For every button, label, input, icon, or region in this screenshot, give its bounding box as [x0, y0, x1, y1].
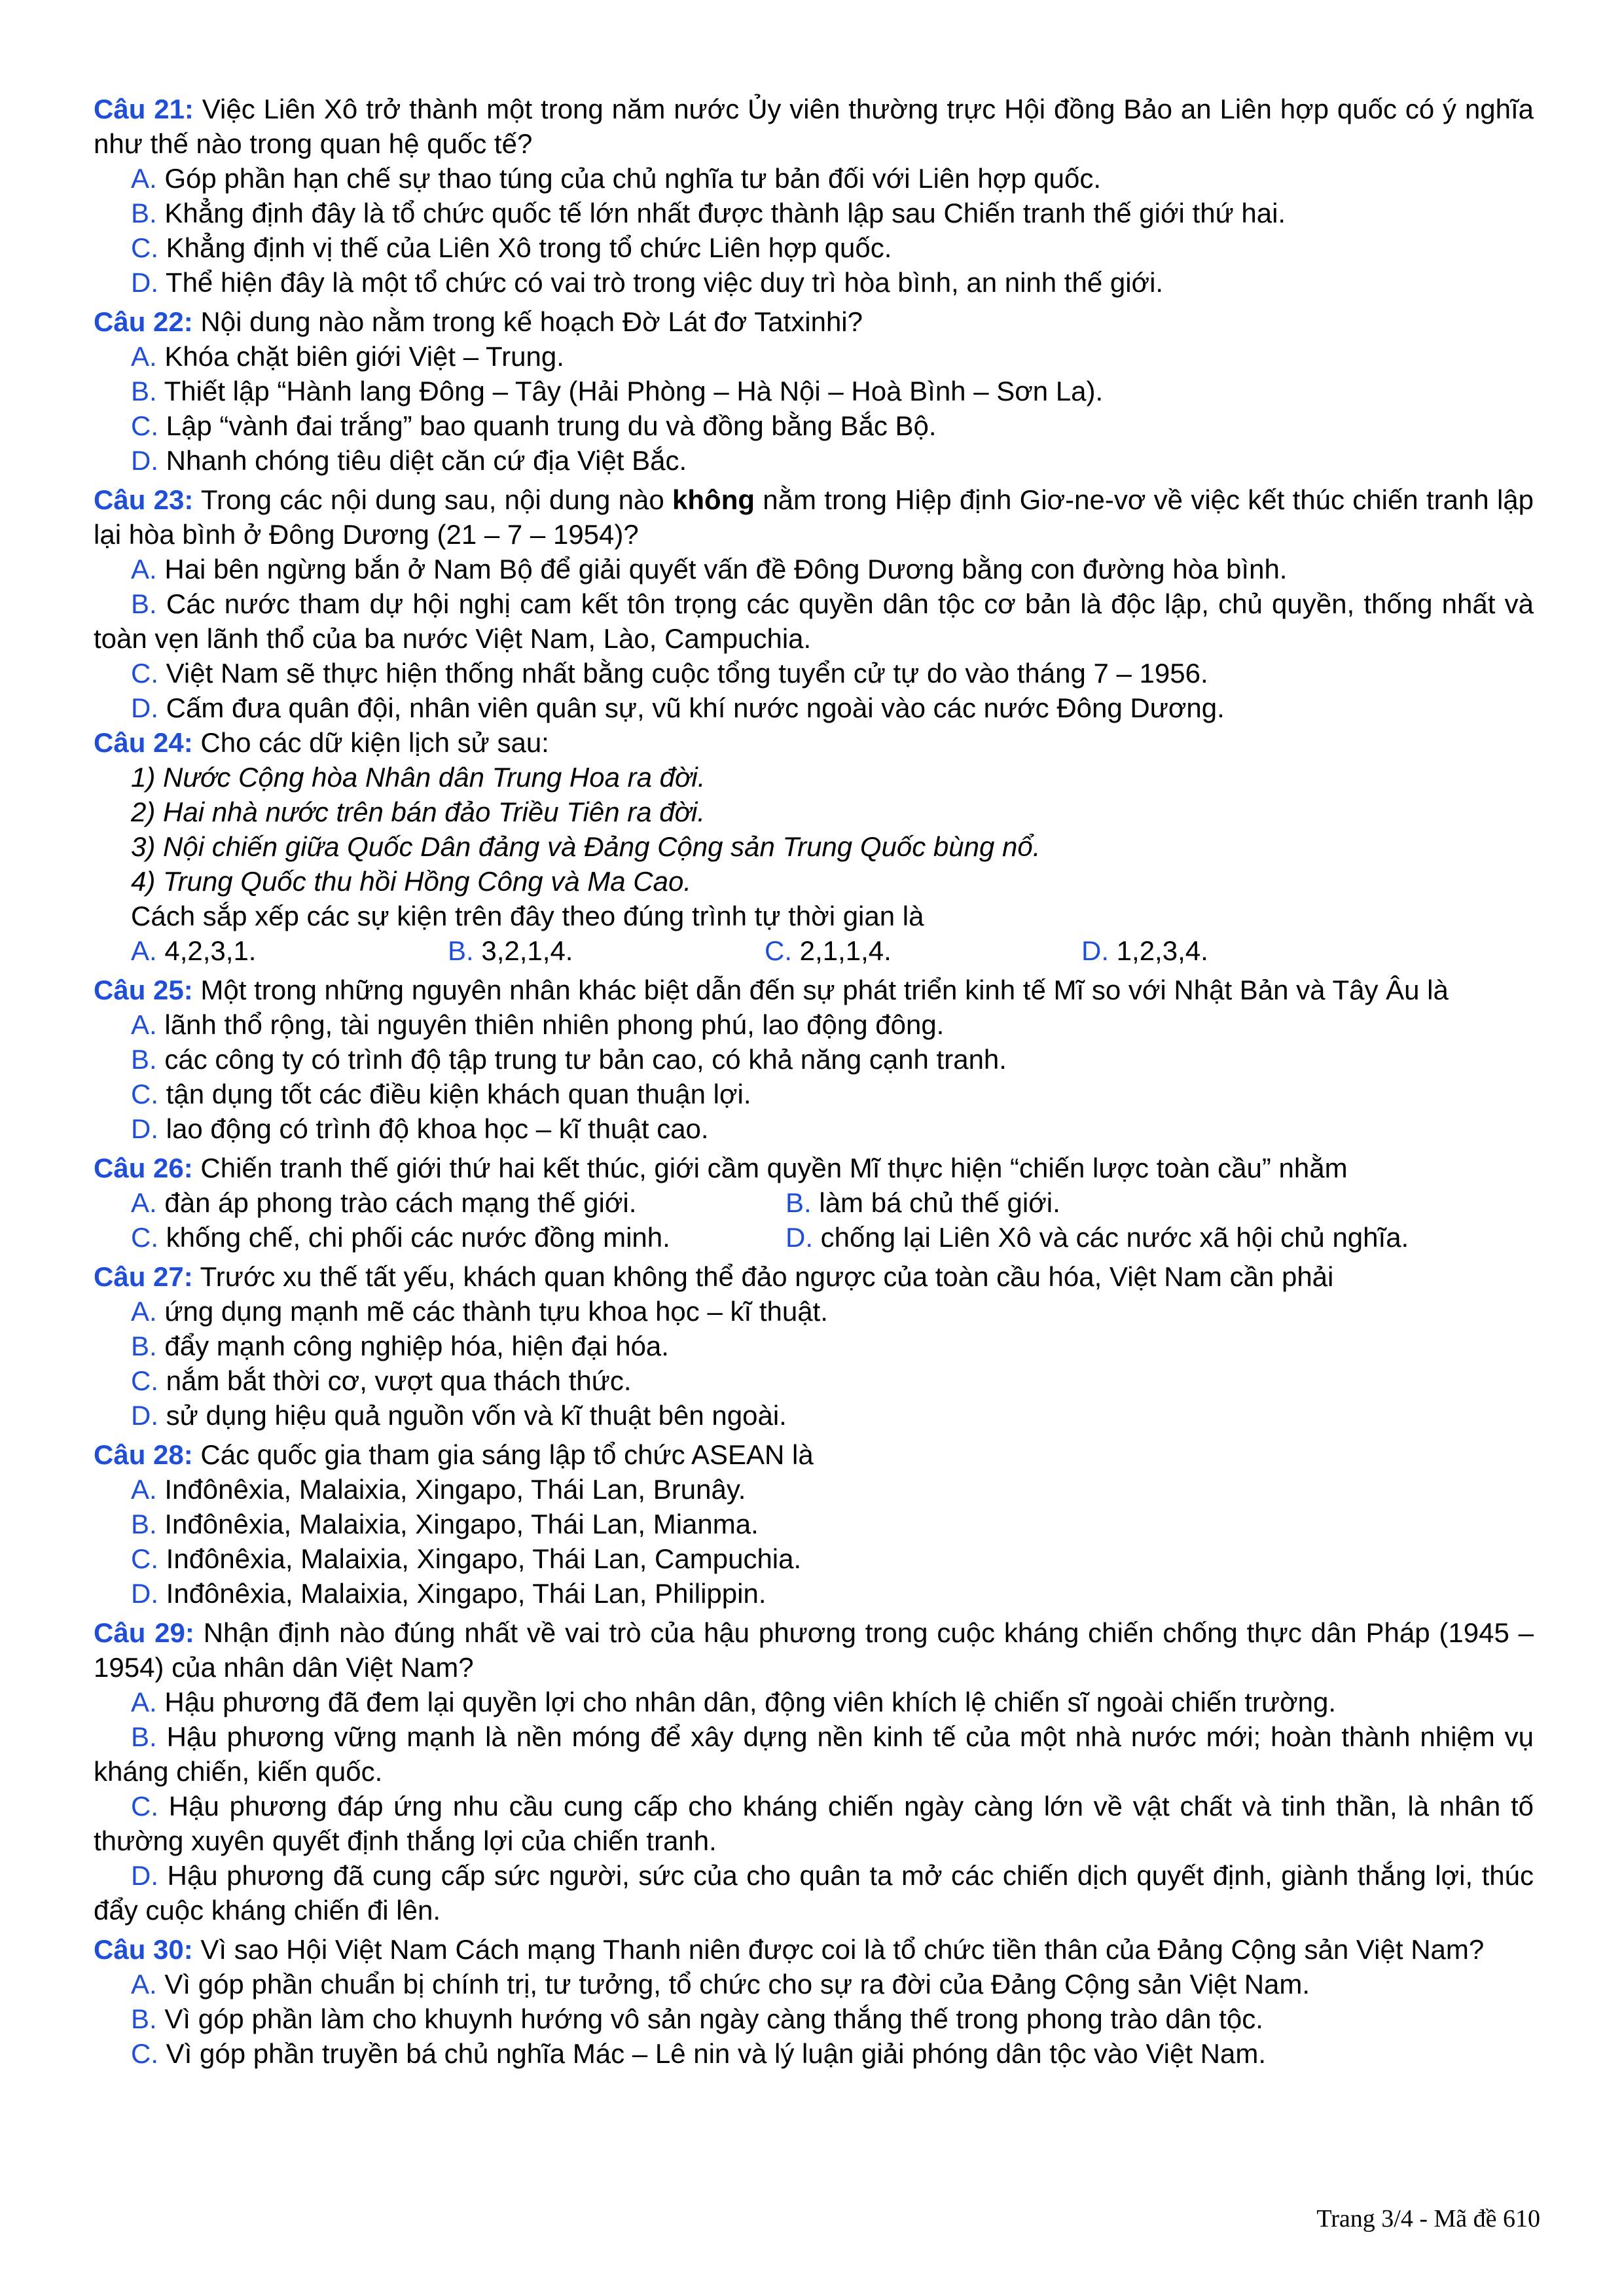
option-b: B. 3,2,1,4. [448, 935, 573, 966]
question-30 [94, 1932, 1534, 2071]
option-d: D. Cấm đưa quân đội, nhân viên quân sự, vũ khí nước ngoài vào các nước Đông Dương. [131, 692, 1225, 723]
option-c: C. tận dụng tốt các điều kiện khách quan thuận lợi. [131, 1079, 751, 1109]
option-d: D. Hậu phương đã cung cấp sức người, sức của cho quân ta mở các chiến dịch quyết định, giành thắng lợi, thúc đẩy cuộc kháng chiến đi lên. [94, 1860, 1534, 1926]
option-d: D. 1,2,3,4. [1081, 935, 1208, 966]
question-label: Câu 29: [94, 1617, 194, 1648]
option-row [94, 1220, 1534, 1255]
question-label: Câu 23: [94, 484, 194, 515]
question-text: Việc Liên Xô trở thành một trong năm nước Ủy viên thường trực Hội đồng Bảo an Liên hợp quốc có ý nghĩa như thế nào trong quan hệ quốc tế? [94, 94, 1534, 159]
option-d: D. sử dụng hiệu quả nguồn vốn và kĩ thuật bên ngoài. [131, 1400, 787, 1431]
option-a: A. Khóa chặt biên giới Việt – Trung. [131, 341, 564, 372]
question-text: Một trong những nguyên nhân khác biệt dẫn đến sự phát triển kinh tế Mĩ so với Nhật Bản và Tây Âu là [200, 975, 1449, 1005]
option-b: B. Vì góp phần làm cho khuynh hướng vô sản ngày càng thắng thế trong phong trào dân tộc. [131, 2003, 1263, 2034]
option-b: B. Khẳng định đây là tổ chức quốc tế lớn nhất được thành lập sau Chiến tranh thế giới thứ hai. [131, 198, 1286, 228]
option-d: D. Thể hiện đây là một tổ chức có vai trò trong việc duy trì hòa bình, an ninh thế giới. [131, 267, 1164, 298]
option-b: B. làm bá chủ thế giới. [785, 1187, 1060, 1218]
question-stem [94, 725, 1534, 760]
option-b: B. Inđônêxia, Malaixia, Xingapo, Thái Lan, Mianma. [131, 1509, 759, 1539]
question-27 [94, 1259, 1534, 1433]
option-c: C. Việt Nam sẽ thực hiện thống nhất bằng cuộc tổng tuyển cử tự do vào tháng 7 – 1956. [131, 658, 1208, 689]
page-footer: Trang 3/4 - Mã đề 610 [1316, 2205, 1540, 2233]
option-a: A. Góp phần hạn chế sự thao túng của chủ nghĩa tư bản đối với Liên hợp quốc. [131, 163, 1102, 194]
question-29 [94, 1615, 1534, 1928]
question-26 [94, 1151, 1534, 1255]
question-label: Câu 22: [94, 306, 193, 337]
question-text: Cho các dữ kiện lịch sử sau: [200, 727, 549, 758]
question-text: Vì sao Hội Việt Nam Cách mạng Thanh niên được coi là tổ chức tiền thân của Đảng Cộng sản Việt Nam? [200, 1934, 1485, 1965]
question-21 [94, 92, 1534, 300]
question-stem [94, 92, 1534, 161]
option-b: B. các công ty có trình độ tập trung tư bản cao, có khả năng cạnh tranh. [131, 1044, 1007, 1075]
question-stem [94, 1615, 1534, 1685]
question-text: Nội dung nào nằm trong kế hoạch Đờ Lát đơ Tatxinhi? [200, 306, 863, 337]
option-a: A. đàn áp phong trào cách mạng thế giới. [131, 1187, 637, 1218]
question-text: Các quốc gia tham gia sáng lập tổ chức ASEAN là [200, 1439, 814, 1470]
question-stem [94, 1259, 1534, 1294]
emphasis-keyword: không [672, 484, 755, 515]
option-d: D. chống lại Liên Xô và các nước xã hội chủ nghĩa. [785, 1222, 1409, 1253]
option-b: B. Thiết lập “Hành lang Đông – Tây (Hải Phòng – Hà Nội – Hoà Bình – Sơn La). [131, 376, 1104, 406]
question-stem: Câu 23: Trong các nội dung sau, nội dung nào không nằm trong Hiệp định Giơ-ne-vơ về việc kết thúc chiến tranh lập lại hòa bình ở Đông Dương (21 – 7 – 1954)? [94, 484, 1534, 550]
question-text: Chiến tranh thế giới thứ hai kết thúc, giới cầm quyền Mĩ thực hiện “chiến lược toàn cầu” nhằm [200, 1153, 1348, 1183]
question-22 [94, 304, 1534, 478]
question-label: Câu 25: [94, 975, 193, 1005]
option-a: A. Vì góp phần chuẩn bị chính trị, tư tưởng, tổ chức cho sự ra đời của Đảng Cộng sản Việt Nam. [131, 1969, 1310, 2000]
question-label: Câu 27: [94, 1261, 193, 1292]
fact-item: 4) Trung Quốc thu hồi Hồng Công và Ma Cao. [131, 866, 692, 897]
option-c: C. 2,1,1,4. [765, 935, 892, 966]
question-23 [94, 482, 1534, 725]
question-stem [94, 1151, 1534, 1185]
option-c: C. khống chế, chi phối các nước đồng minh. [131, 1222, 670, 1253]
option-d: D. Nhanh chóng tiêu diệt căn cứ địa Việt Bắc. [131, 445, 687, 476]
exam-page [94, 92, 1534, 2071]
question-label: Câu 21: [94, 94, 194, 124]
option-c: C. Inđônêxia, Malaixia, Xingapo, Thái Lan, Campuchia. [131, 1543, 802, 1574]
option-c: C. Hậu phương đáp ứng nhu cầu cung cấp cho kháng chiến ngày càng lớn về vật chất và tinh thần, là nhân tố thường xuyên quyết định thắng lợi của chiến tranh. [94, 1791, 1534, 1856]
option-a: A. ứng dụng mạnh mẽ các thành tựu khoa học – kĩ thuật. [131, 1296, 828, 1327]
option-d: D. Inđônêxia, Malaixia, Xingapo, Thái Lan, Philippin. [131, 1578, 767, 1609]
option-b: B. Hậu phương vững mạnh là nền móng để xây dựng nền kinh tế của một nhà nước mới; hoàn thành nhiệm vụ kháng chiến, kiến quốc. [94, 1721, 1534, 1787]
option-c: C. Khẳng định vị thế của Liên Xô trong tổ chức Liên hợp quốc. [131, 232, 892, 263]
option-d: D. lao động có trình độ khoa học – kĩ thuật cao. [131, 1113, 709, 1144]
question-stem [94, 304, 1534, 339]
fact-item: 1) Nước Cộng hòa Nhân dân Trung Hoa ra đời. [131, 762, 706, 793]
question-lead: Cách sắp xếp các sự kiện trên đây theo đúng trình tự thời gian là [131, 901, 924, 931]
option-c: C. Lập “vành đai trắng” bao quanh trung du và đồng bằng Bắc Bộ. [131, 410, 937, 441]
question-label: Câu 24: [94, 727, 193, 758]
question-text: Nhận định nào đúng nhất về vai trò của hậu phương trong cuộc kháng chiến chống thực dân Pháp (1945 – 1954) của nhân dân Việt Nam? [94, 1617, 1534, 1683]
option-row [94, 933, 1534, 968]
question-24 [94, 725, 1534, 968]
option-c: C. nắm bắt thời cơ, vượt qua thách thức. [131, 1365, 632, 1396]
question-label: Câu 26: [94, 1153, 193, 1183]
option-c: C. Vì góp phần truyền bá chủ nghĩa Mác – Lê nin và lý luận giải phóng dân tộc vào Việt Nam. [131, 2038, 1267, 2069]
option-a: A. Hậu phương đã đem lại quyền lợi cho nhân dân, động viên khích lệ chiến sĩ ngoài chiến trường. [131, 1687, 1337, 1717]
question-28 [94, 1437, 1534, 1611]
option-a: A. Hai bên ngừng bắn ở Nam Bộ để giải quyết vấn đề Đông Dương bằng con đường hòa bình. [131, 554, 1288, 584]
option-row [94, 1185, 1534, 1220]
fact-item: 2) Hai nhà nước trên bán đảo Triều Tiên ra đời. [131, 797, 706, 827]
question-stem [94, 1932, 1534, 1967]
option-b: B. đẩy mạnh công nghiệp hóa, hiện đại hóa. [131, 1331, 669, 1361]
question-label: Câu 30: [94, 1934, 193, 1965]
fact-item: 3) Nội chiến giữa Quốc Dân đảng và Đảng Cộng sản Trung Quốc bùng nổ. [131, 831, 1041, 862]
option-a: A. Inđônêxia, Malaixia, Xingapo, Thái Lan, Brunây. [131, 1474, 746, 1505]
question-text: Trước xu thế tất yếu, khách quan không thể đảo ngược của toàn cầu hóa, Việt Nam cần phải [200, 1261, 1334, 1292]
question-label: Câu 28: [94, 1439, 193, 1470]
option-a: A. lãnh thổ rộng, tài nguyên thiên nhiên phong phú, lao động đông. [131, 1009, 945, 1040]
option-a: A. 4,2,3,1. [131, 935, 257, 966]
option-b: B. Các nước tham dự hội nghị cam kết tôn trọng các quyền dân tộc cơ bản là độc lập, chủ quyền, thống nhất và toàn vẹn lãnh thổ của ba nước Việt Nam, Lào, Campuchia. [94, 588, 1534, 654]
question-stem [94, 973, 1534, 1007]
question-25 [94, 973, 1534, 1146]
question-stem [94, 1437, 1534, 1472]
